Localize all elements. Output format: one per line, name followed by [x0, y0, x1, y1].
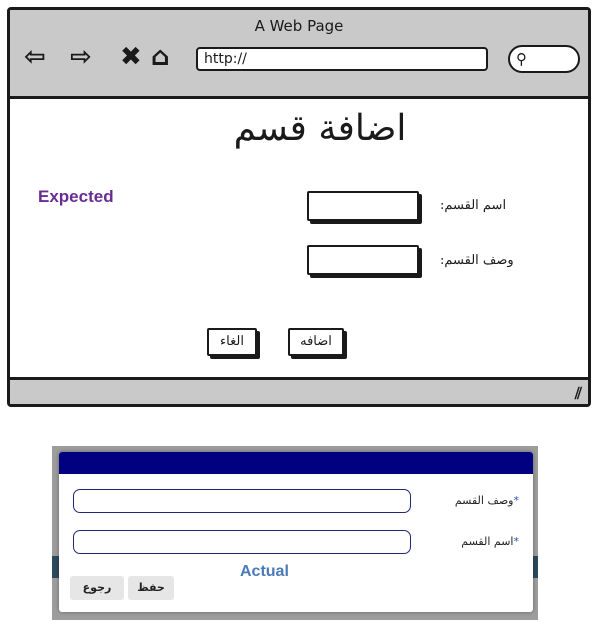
- department-description-input[interactable]: [307, 245, 419, 275]
- actual-screenshot: [52, 446, 538, 620]
- expected-mockup-window: [7, 7, 591, 407]
- save-button[interactable]: حفظ: [128, 576, 174, 600]
- browser-search-box[interactable]: [508, 45, 580, 73]
- add-department-dialog: [59, 452, 533, 612]
- cancel-button[interactable]: الغاء: [207, 328, 257, 356]
- department-description-label: وصف القسم:: [440, 253, 514, 268]
- expected-caption: Expected: [38, 187, 114, 206]
- department-name-label: [461, 535, 519, 548]
- department-name-field[interactable]: [73, 530, 411, 554]
- department-name-label: اسم القسم:: [440, 198, 507, 213]
- window-title: A Web Page: [254, 17, 344, 35]
- forward-arrow-icon[interactable]: ⇨: [70, 42, 92, 72]
- back-arrow-icon[interactable]: ⇦: [24, 42, 46, 72]
- department-description-field[interactable]: [73, 489, 411, 513]
- url-text: http://: [204, 51, 247, 67]
- search-icon: ⚲: [516, 50, 527, 68]
- label-text: وصف القسم: [454, 494, 514, 507]
- department-name-input[interactable]: [307, 191, 419, 221]
- department-description-label: [455, 494, 519, 507]
- close-x-icon[interactable]: ✖: [120, 42, 142, 72]
- required-mark: *: [513, 494, 519, 507]
- browser-status-bar: [10, 377, 588, 404]
- browser-chrome: [10, 10, 588, 99]
- add-button[interactable]: اضافه: [288, 328, 344, 356]
- url-bar[interactable]: [196, 47, 488, 71]
- back-button[interactable]: رجوع: [70, 576, 124, 600]
- page-heading: اضافة قسم: [233, 108, 407, 149]
- resize-grip-icon[interactable]: ⫽: [574, 384, 582, 403]
- dialog-header: [59, 452, 533, 474]
- home-icon[interactable]: ⌂: [151, 42, 170, 72]
- actual-caption: Actual: [240, 563, 289, 580]
- required-mark: *: [513, 535, 519, 548]
- label-text: اسم القسم: [461, 535, 514, 548]
